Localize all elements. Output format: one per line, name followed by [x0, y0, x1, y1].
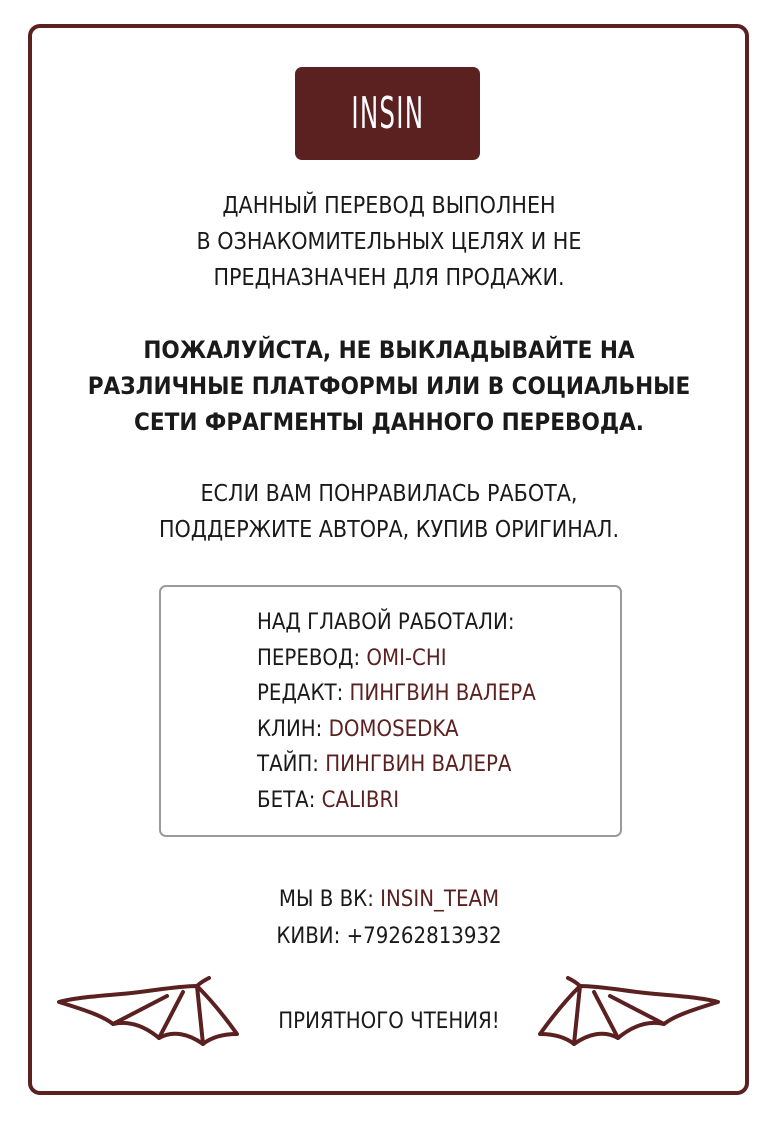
disclaimer-line-3: ПРЕДНАЗНАЧЕН ДЛЯ ПРОДАЖИ.	[213, 265, 565, 291]
credit-role: КЛИН:	[257, 716, 329, 742]
disclaimer-text	[40, 188, 738, 296]
credit-role: БЕТА:	[257, 787, 322, 813]
credit-name: DOMOSEDKA	[328, 716, 459, 742]
support-text	[40, 476, 738, 548]
warning-line-1: ПОЖАЛУЙСТА, НЕ ВЫКЛАДЫВАЙТЕ НА	[143, 336, 635, 364]
qiwi-label: КИВИ:	[276, 924, 347, 949]
warning-line-3: СЕТИ ФРАГМЕНТЫ ДАННОГО ПЕРЕВОДА.	[134, 408, 644, 436]
disclaimer-line-1: ДАННЫЙ ПЕРЕВОД ВЫПОЛНЕН	[222, 193, 556, 219]
credit-name: ПИНГВИН ВАЛЕРА	[325, 752, 512, 777]
credit-role: РЕДАКТ:	[257, 681, 350, 706]
credits-box	[159, 585, 622, 837]
warning-line-2: РАЗЛИЧНЫЕ ПЛАТФОРМЫ ИЛИ В СОЦИАЛЬНЫЕ	[87, 372, 691, 400]
disclaimer-line-2: В ОЗНАКОМИТЕЛЬНЫХ ЦЕЛЯХ И НЕ	[196, 229, 582, 255]
vk-contact	[40, 881, 738, 918]
support-line-2: ПОДДЕРЖИТЕ АВТОРА, КУПИВ ОРИГИНАЛ.	[158, 517, 620, 543]
credits-list	[257, 605, 536, 818]
credit-role: ПЕРЕВОД:	[257, 645, 367, 671]
credit-row-translation	[257, 641, 536, 677]
closing-text: ПРИЯТНОГО ЧТЕНИЯ!	[278, 1009, 500, 1034]
credit-name: CALIBRI	[321, 787, 400, 813]
credit-row-editing	[257, 676, 536, 712]
credit-row-typesetting	[257, 747, 536, 783]
credit-row-beta	[257, 783, 536, 819]
logo-text: INSIN	[351, 88, 424, 139]
credit-name: OMI-CHI	[366, 645, 447, 671]
credit-name: ПИНГВИН ВАЛЕРА	[349, 681, 536, 706]
qiwi-contact	[40, 918, 738, 955]
vk-label: МЫ В ВК:	[278, 887, 381, 912]
credit-row-cleaning	[257, 712, 536, 748]
credit-role: ТАЙП:	[257, 752, 326, 777]
contacts	[40, 881, 738, 955]
vk-link[interactable]: INSIN_TEAM	[380, 887, 500, 912]
warning-text	[40, 332, 738, 440]
credits-heading: НАД ГЛАВОЙ РАБОТАЛИ:	[257, 610, 515, 635]
team-logo	[295, 67, 480, 160]
support-line-1: ЕСЛИ ВАМ ПОНРАВИЛАСЬ РАБОТА,	[200, 481, 578, 507]
qiwi-number: +79262813932	[346, 924, 502, 949]
